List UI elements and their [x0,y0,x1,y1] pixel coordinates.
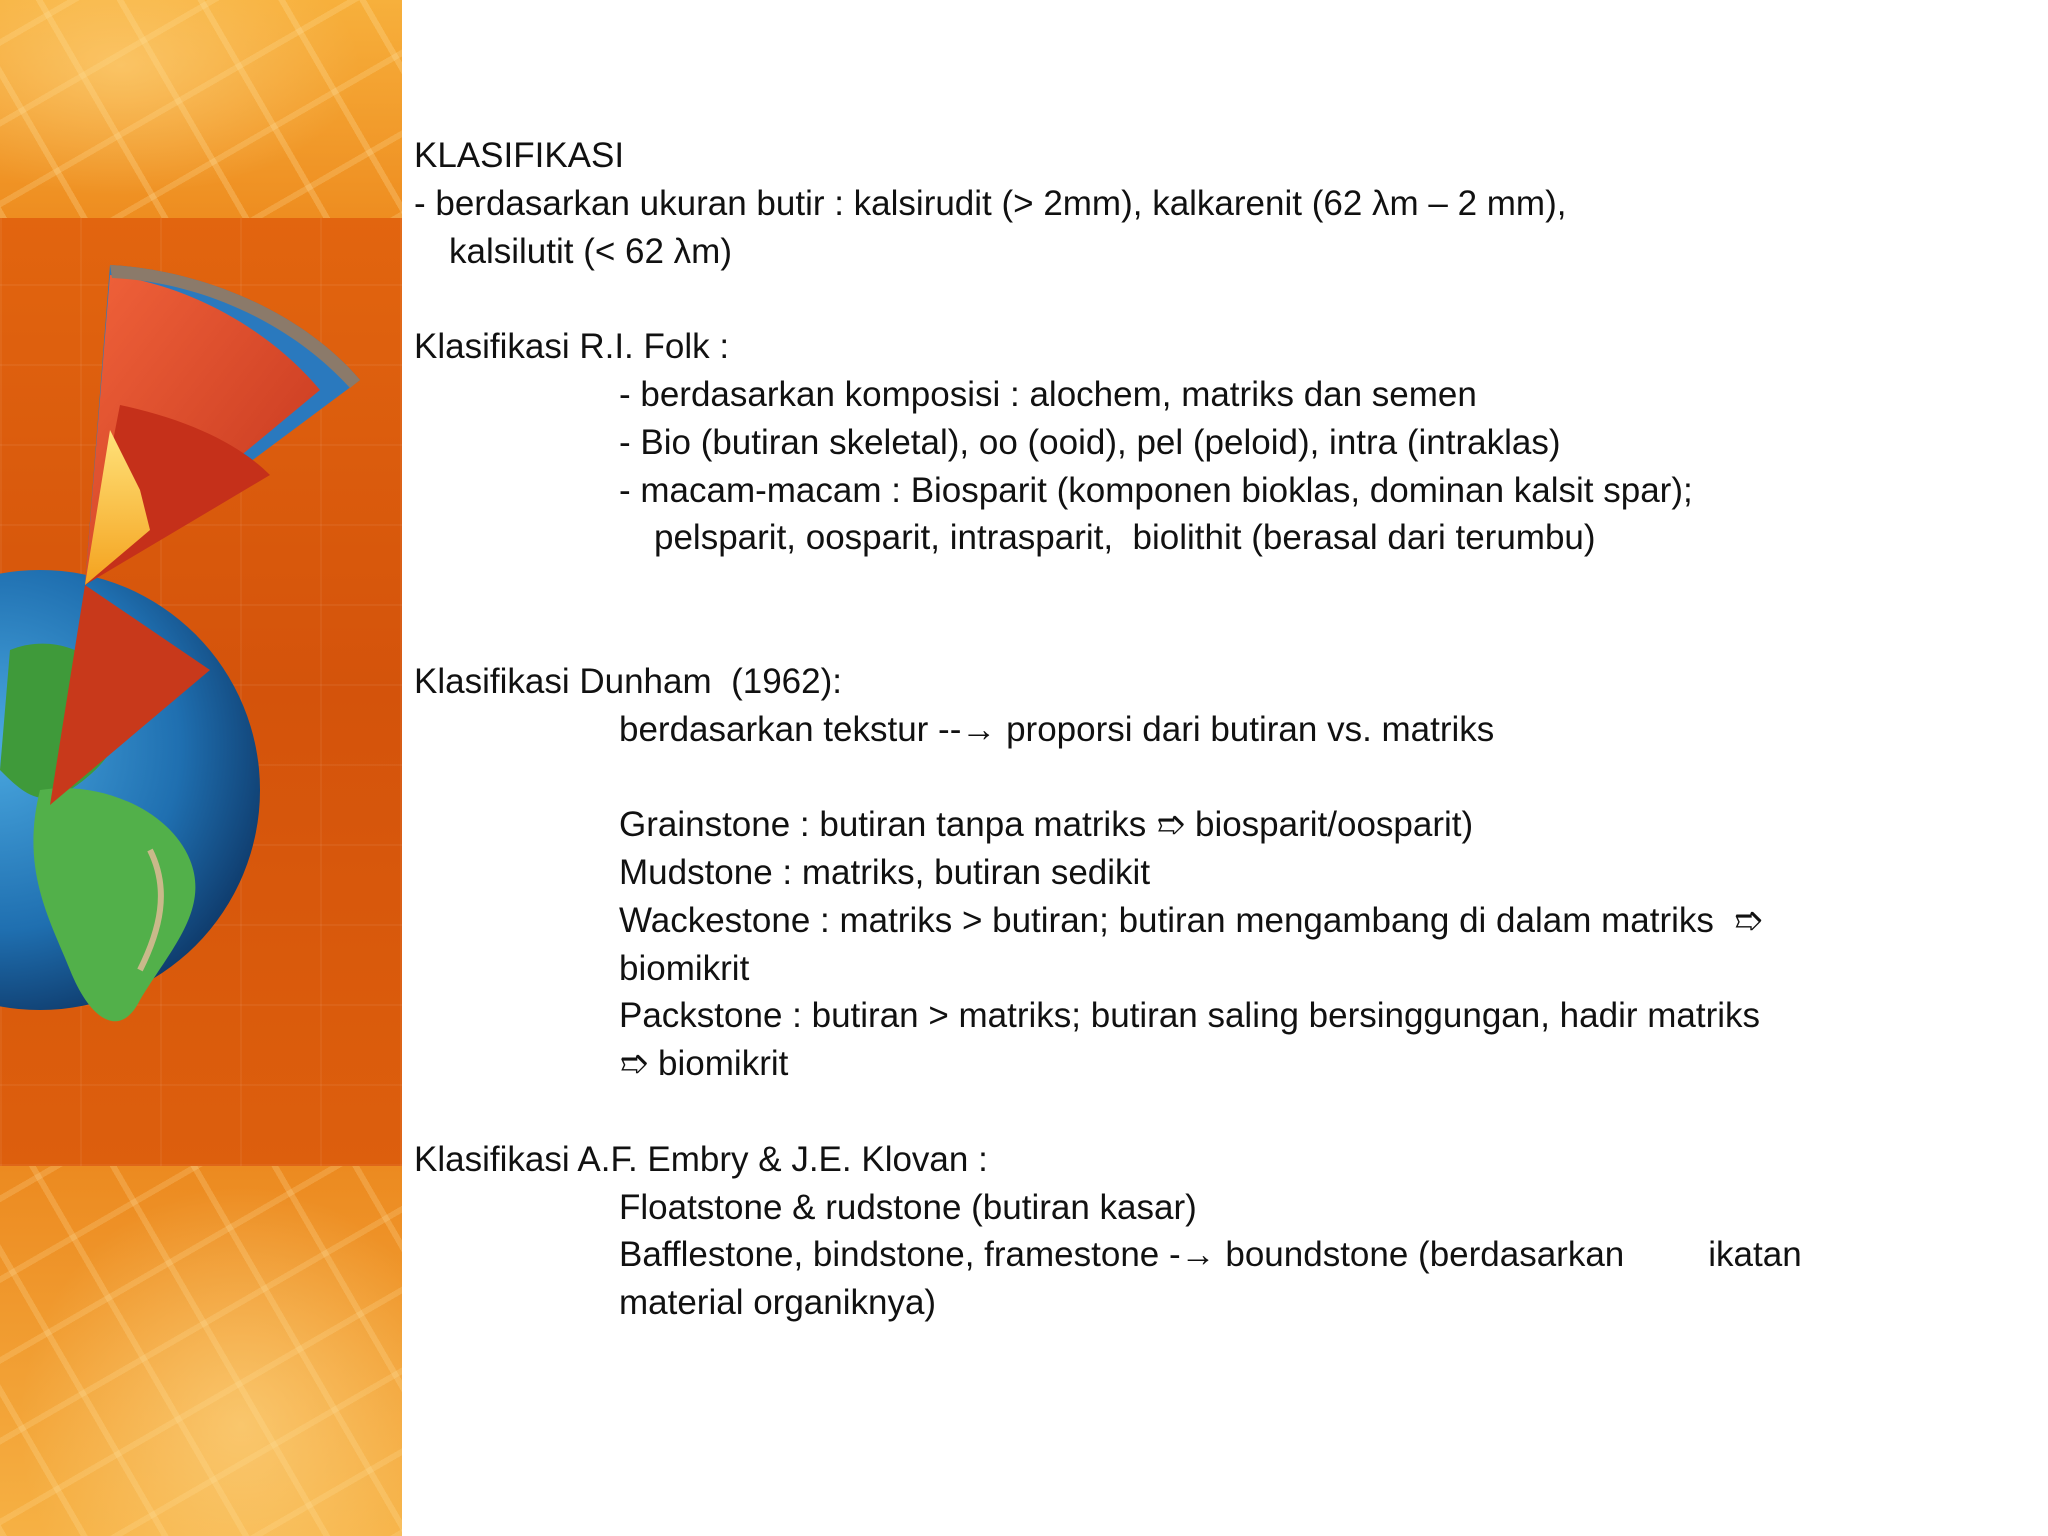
dunham-packstone: Packstone : butiran > matriks; butiran saling bersinggungan, hadir matriks [619,996,1761,1036]
slide-title: KLASIFIKASI [414,136,625,175]
spacer [414,562,2014,658]
dunham-packstone-cont: ➱ biomikrit [619,1044,789,1084]
panel-bottom-pattern [0,1166,402,1536]
dunham-wackestone: Wackestone : matriks > butiran; butiran mengambang di dalam matriks ➱ [619,900,1763,940]
size-classification-line: - berdasarkan ukuran butir : kalsirudit (> 2mm), kalkarenit (62 λm – 2 mm), [414,183,1567,223]
spacer [414,753,2014,801]
panel-top-pattern [0,0,402,218]
dunham-heading: Klasifikasi Dunham (1962): [414,661,842,701]
embry-heading: Klasifikasi A.F. Embry & J.E. Klovan : [414,1139,988,1179]
folk-item-cont: pelsparit, oosparit, intrasparit, biolithit (berasal dari terumbu) [654,518,1596,558]
embry-bafflestone-cont: material organiknya) [619,1283,937,1323]
size-classification-line-cont: kalsilutit (< 62 λm) [449,231,732,271]
folk-item: - berdasarkan komposisi : alochem, matriks dan semen [619,374,1477,414]
folk-item: - Bio (butiran skeletal), oo (ooid), pel (peloid), intra (intraklas) [619,422,1561,462]
embry-floatstone: Floatstone & rudstone (butiran kasar) [619,1187,1197,1227]
embry-bafflestone [414,1231,2014,1279]
embry-bafflestone-text: Bafflestone, bindstone, framestone -→ boundstone (berdasarkan [619,1235,1625,1275]
dunham-basis: berdasarkan tekstur --→ proporsi dari butiran vs. matriks [619,709,1495,749]
embry-bafflestone-tail: ikatan [1708,1235,1802,1275]
folk-item: - macam-macam : Biosparit (komponen bioklas, dominan kalsit spar); [619,470,1693,510]
dunham-grainstone: Grainstone : butiran tanpa matriks ➱ biosparit/oosparit) [619,805,1474,845]
spacer [414,1088,2014,1136]
dunham-wackestone-cont: biomikrit [619,948,750,988]
decorative-side-panel [0,0,402,1536]
folk-heading: Klasifikasi R.I. Folk : [414,327,730,367]
spacer [414,275,2014,323]
dunham-mudstone: Mudstone : matriks, butiran sedikit [619,852,1151,892]
slide-content [414,132,2014,1327]
earth-cutaway-illustration [0,230,402,1130]
